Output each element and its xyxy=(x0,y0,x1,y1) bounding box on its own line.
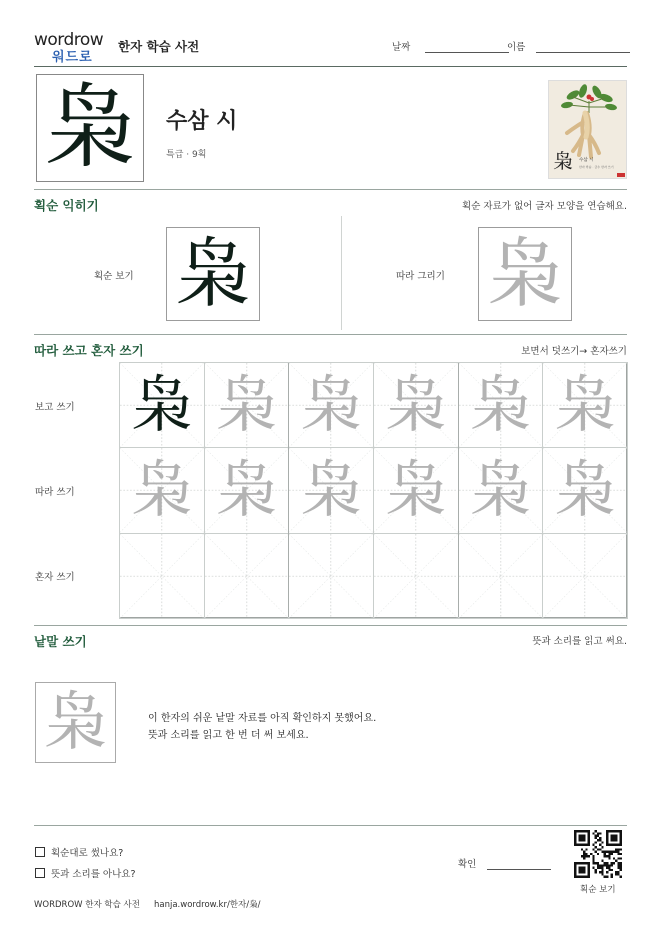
practice-section-title: 따라 쓰고 혼자 쓰기 xyxy=(34,343,144,358)
book-subtitle: 한자 학습 · 급수 한자 쓰기 xyxy=(579,165,614,169)
trace-label: 따라 그리기 xyxy=(396,271,445,282)
practice-cell[interactable] xyxy=(204,362,290,448)
practice-cell[interactable] xyxy=(119,362,205,448)
date-field[interactable] xyxy=(392,39,509,53)
logo-korean: 워드로 xyxy=(52,50,93,65)
check-stroke-order[interactable] xyxy=(35,845,123,859)
stroke-view-box xyxy=(166,227,260,321)
practice-character: 枭 xyxy=(384,453,447,527)
practice-cell[interactable] xyxy=(119,447,205,533)
word-message-1: 이 한자의 쉬운 낱말 자료를 아직 확인하지 못했어요. xyxy=(148,713,377,724)
practice-cell[interactable] xyxy=(458,447,544,533)
grid-divider xyxy=(288,363,289,617)
practice-cell[interactable] xyxy=(373,362,459,448)
word-message-2: 뜻과 소리를 읽고 한 번 더 써 보세요. xyxy=(148,730,309,741)
check1-label: 획순대로 썼나요? xyxy=(51,848,124,859)
practice-cell[interactable] xyxy=(288,447,374,533)
practice-cell[interactable] xyxy=(204,533,290,619)
practice-grid xyxy=(119,362,627,618)
practice-character: 枭 xyxy=(554,368,617,442)
practice-cell[interactable] xyxy=(542,362,628,448)
practice-character: 枭 xyxy=(384,368,447,442)
confirm-label: 확인 xyxy=(458,859,477,870)
practice-section-note: 보면서 덧쓰기→ 혼자쓰기 xyxy=(521,346,627,357)
practice-character: 枭 xyxy=(215,368,278,442)
practice-cell[interactable] xyxy=(288,362,374,448)
book-title: 수삼 시 xyxy=(579,158,594,163)
practice-row-label: 보고 쓰기 xyxy=(35,401,75,413)
check-meaning[interactable] xyxy=(35,866,136,880)
practice-cell[interactable] xyxy=(373,533,459,619)
word-character: 枭 xyxy=(43,685,108,760)
practice-cell[interactable] xyxy=(119,533,205,619)
stroke-divider xyxy=(341,216,342,330)
meaning-sound: 수삼 시 xyxy=(166,109,238,134)
book-cover xyxy=(548,80,627,179)
qr-code-icon xyxy=(574,830,622,878)
name-label: 이름 xyxy=(507,42,526,53)
trace-box[interactable] xyxy=(478,227,572,321)
practice-cell[interactable] xyxy=(458,362,544,448)
practice-row-label: 따라 쓰기 xyxy=(35,487,75,498)
practice-character: 枭 xyxy=(469,368,532,442)
word-section-title: 낱말 쓰기 xyxy=(34,634,87,649)
logo xyxy=(34,30,110,64)
hero-character: 枭 xyxy=(43,74,136,181)
stroke-view-character: 枭 xyxy=(175,229,251,318)
grid-divider xyxy=(458,363,459,617)
book-badge xyxy=(617,173,625,177)
word-section-note: 뜻과 소리를 읽고 써요. xyxy=(532,636,627,647)
practice-cell[interactable] xyxy=(204,447,290,533)
practice-cell[interactable] xyxy=(288,533,374,619)
logo-wordmark: wordrow xyxy=(34,30,104,50)
practice-character: 枭 xyxy=(469,453,532,527)
footer-url: hanja.wordrow.kr/한자/枭/ xyxy=(154,900,261,910)
trace-character: 枭 xyxy=(487,229,563,318)
practice-character: 枭 xyxy=(300,453,363,527)
book-character: 枭 xyxy=(553,149,573,173)
word-character-box xyxy=(35,682,116,763)
qr-code[interactable] xyxy=(574,830,622,878)
practice-cell[interactable] xyxy=(373,447,459,533)
stroke-section-note: 획순 자료가 없어 글자 모양을 연습해요. xyxy=(462,201,627,212)
footer-brand: WORDROW 한자 학습 사전 xyxy=(34,900,140,910)
practice-character: 枭 xyxy=(554,453,617,527)
practice-character: 枭 xyxy=(215,453,278,527)
date-label: 날짜 xyxy=(392,42,411,53)
practice-cell[interactable] xyxy=(542,533,628,619)
hero-character-box xyxy=(36,74,144,182)
stroke-view-label: 획순 보기 xyxy=(94,271,134,282)
practice-character: 枭 xyxy=(300,368,363,442)
practice-cell[interactable] xyxy=(542,447,628,533)
stroke-section-title: 획순 익히기 xyxy=(34,198,99,213)
grade-strokes: 특급 · 9획 xyxy=(166,150,207,160)
practice-character: 枭 xyxy=(130,368,193,442)
name-field[interactable] xyxy=(507,39,630,53)
practice-cell[interactable] xyxy=(458,533,544,619)
checkbox-icon[interactable] xyxy=(35,847,45,857)
confirm-field[interactable] xyxy=(458,856,551,870)
check2-label: 뜻과 소리를 아나요? xyxy=(51,869,136,880)
checkbox-icon[interactable] xyxy=(35,868,45,878)
qr-label: 획순 보기 xyxy=(580,885,616,895)
practice-row-label: 혼자 쓰기 xyxy=(35,572,75,584)
practice-character: 枭 xyxy=(130,453,193,527)
site-title: 한자 학습 사전 xyxy=(118,39,200,54)
